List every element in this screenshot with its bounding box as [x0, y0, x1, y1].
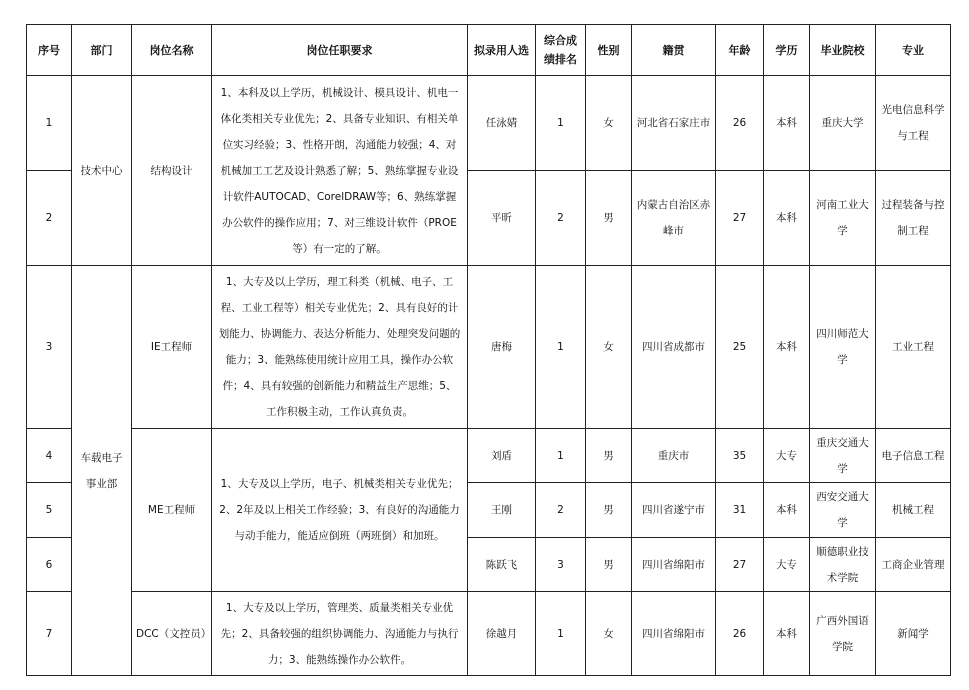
cell-position: ME工程师: [132, 429, 212, 592]
cell-major: 电子信息工程: [876, 429, 951, 483]
cell-age: 26: [716, 592, 764, 676]
cell-age: 35: [716, 429, 764, 483]
cell-rank: 1: [536, 76, 586, 171]
header-age: 年龄: [716, 25, 764, 76]
cell-gender: 男: [586, 483, 632, 538]
cell-education: 本科: [764, 171, 810, 266]
cell-major: 工商企业管理: [876, 538, 951, 592]
cell-school: 西安交通大学: [810, 483, 876, 538]
cell-requirements: 1、本科及以上学历，机械设计、模具设计、机电一体化类相关专业优先；2、具备专业知识、有相关单位实习经验；3、性格开朗，沟通能力较强；4、对机械加工工艺及设计熟悉了解；5、熟练掌握专业设计软件AUTOCAD、CorelDRAW等；6、熟练掌握办公软件的操作应用；7、对三维设计软件（PROE等）有一定的了解。: [212, 76, 468, 266]
header-origin: 籍贯: [632, 25, 716, 76]
cell-seq: 3: [27, 266, 72, 429]
cell-origin: 四川省绵阳市: [632, 592, 716, 676]
cell-education: 大专: [764, 429, 810, 483]
cell-requirements: 1、大专及以上学历，电子、机械类相关专业优先；2、2年及以上相关工作经验；3、有良好的沟通能力与动手能力，能适应倒班（两班倒）和加班。: [212, 429, 468, 592]
cell-school: 四川师范大学: [810, 266, 876, 429]
table-row: [27, 429, 951, 483]
cell-position: 结构设计: [132, 76, 212, 266]
header-gender: 性别: [586, 25, 632, 76]
header-seq: 序号: [27, 25, 72, 76]
cell-education: 本科: [764, 76, 810, 171]
cell-gender: 女: [586, 592, 632, 676]
cell-education: 本科: [764, 483, 810, 538]
header-row: [27, 25, 951, 76]
cell-age: 25: [716, 266, 764, 429]
header-candidate: 拟录用人选: [468, 25, 536, 76]
cell-origin: 四川省遂宁市: [632, 483, 716, 538]
header-education: 学历: [764, 25, 810, 76]
cell-age: 27: [716, 538, 764, 592]
cell-school: 重庆大学: [810, 76, 876, 171]
cell-rank: 1: [536, 429, 586, 483]
cell-major: 工业工程: [876, 266, 951, 429]
cell-age: 31: [716, 483, 764, 538]
cell-candidate: 平昕: [468, 171, 536, 266]
cell-school: 重庆交通大学: [810, 429, 876, 483]
header-dept: 部门: [72, 25, 132, 76]
cell-school: 广西外国语学院: [810, 592, 876, 676]
cell-position: DCC（文控员）: [132, 592, 212, 676]
table-row: [27, 266, 951, 429]
table-row: [27, 76, 951, 171]
cell-gender: 女: [586, 266, 632, 429]
cell-origin: 四川省绵阳市: [632, 538, 716, 592]
recruitment-table: [26, 24, 951, 676]
cell-gender: 女: [586, 76, 632, 171]
cell-school: 河南工业大学: [810, 171, 876, 266]
cell-candidate: 唐梅: [468, 266, 536, 429]
cell-seq: 5: [27, 483, 72, 538]
cell-origin: 河北省石家庄市: [632, 76, 716, 171]
table-row: [27, 592, 951, 676]
cell-school: 顺德职业技术学院: [810, 538, 876, 592]
cell-seq: 2: [27, 171, 72, 266]
cell-dept: 技术中心: [72, 76, 132, 266]
cell-dept: 车载电子事业部: [72, 266, 132, 676]
cell-requirements: 1、大专及以上学历，管理类、质量类相关专业优先；2、具备较强的组织协调能力、沟通能力与执行力；3、能熟练操作办公软件。: [212, 592, 468, 676]
cell-gender: 男: [586, 171, 632, 266]
header-requirements: 岗位任职要求: [212, 25, 468, 76]
header-school: 毕业院校: [810, 25, 876, 76]
cell-major: 光电信息科学与工程: [876, 76, 951, 171]
cell-rank: 2: [536, 483, 586, 538]
cell-origin: 四川省成都市: [632, 266, 716, 429]
cell-rank: 1: [536, 266, 586, 429]
cell-candidate: 徐越月: [468, 592, 536, 676]
cell-rank: 2: [536, 171, 586, 266]
cell-candidate: 王刚: [468, 483, 536, 538]
header-rank: 综合成绩排名: [536, 25, 586, 76]
cell-age: 26: [716, 76, 764, 171]
cell-requirements: 1、大专及以上学历，理工科类（机械、电子、工程、工业工程等）相关专业优先；2、具有良好的计划能力、协调能力、表达分析能力、处理突发问题的能力；3、能熟练使用统计应用工具，操作办公软件；4、具有较强的创新能力和精益生产思维；5、工作积极主动，工作认真负责。: [212, 266, 468, 429]
cell-position: IE工程师: [132, 266, 212, 429]
header-position: 岗位名称: [132, 25, 212, 76]
cell-major: 机械工程: [876, 483, 951, 538]
cell-seq: 1: [27, 76, 72, 171]
cell-candidate: 刘盾: [468, 429, 536, 483]
cell-education: 本科: [764, 592, 810, 676]
cell-origin: 重庆市: [632, 429, 716, 483]
header-major: 专业: [876, 25, 951, 76]
cell-rank: 3: [536, 538, 586, 592]
cell-major: 过程装备与控制工程: [876, 171, 951, 266]
cell-gender: 男: [586, 538, 632, 592]
cell-seq: 7: [27, 592, 72, 676]
cell-candidate: 陈跃飞: [468, 538, 536, 592]
cell-education: 大专: [764, 538, 810, 592]
cell-gender: 男: [586, 429, 632, 483]
cell-seq: 6: [27, 538, 72, 592]
cell-age: 27: [716, 171, 764, 266]
cell-education: 本科: [764, 266, 810, 429]
cell-rank: 1: [536, 592, 586, 676]
cell-seq: 4: [27, 429, 72, 483]
cell-major: 新闻学: [876, 592, 951, 676]
cell-origin: 内蒙古自治区赤峰市: [632, 171, 716, 266]
cell-candidate: 任泳婧: [468, 76, 536, 171]
